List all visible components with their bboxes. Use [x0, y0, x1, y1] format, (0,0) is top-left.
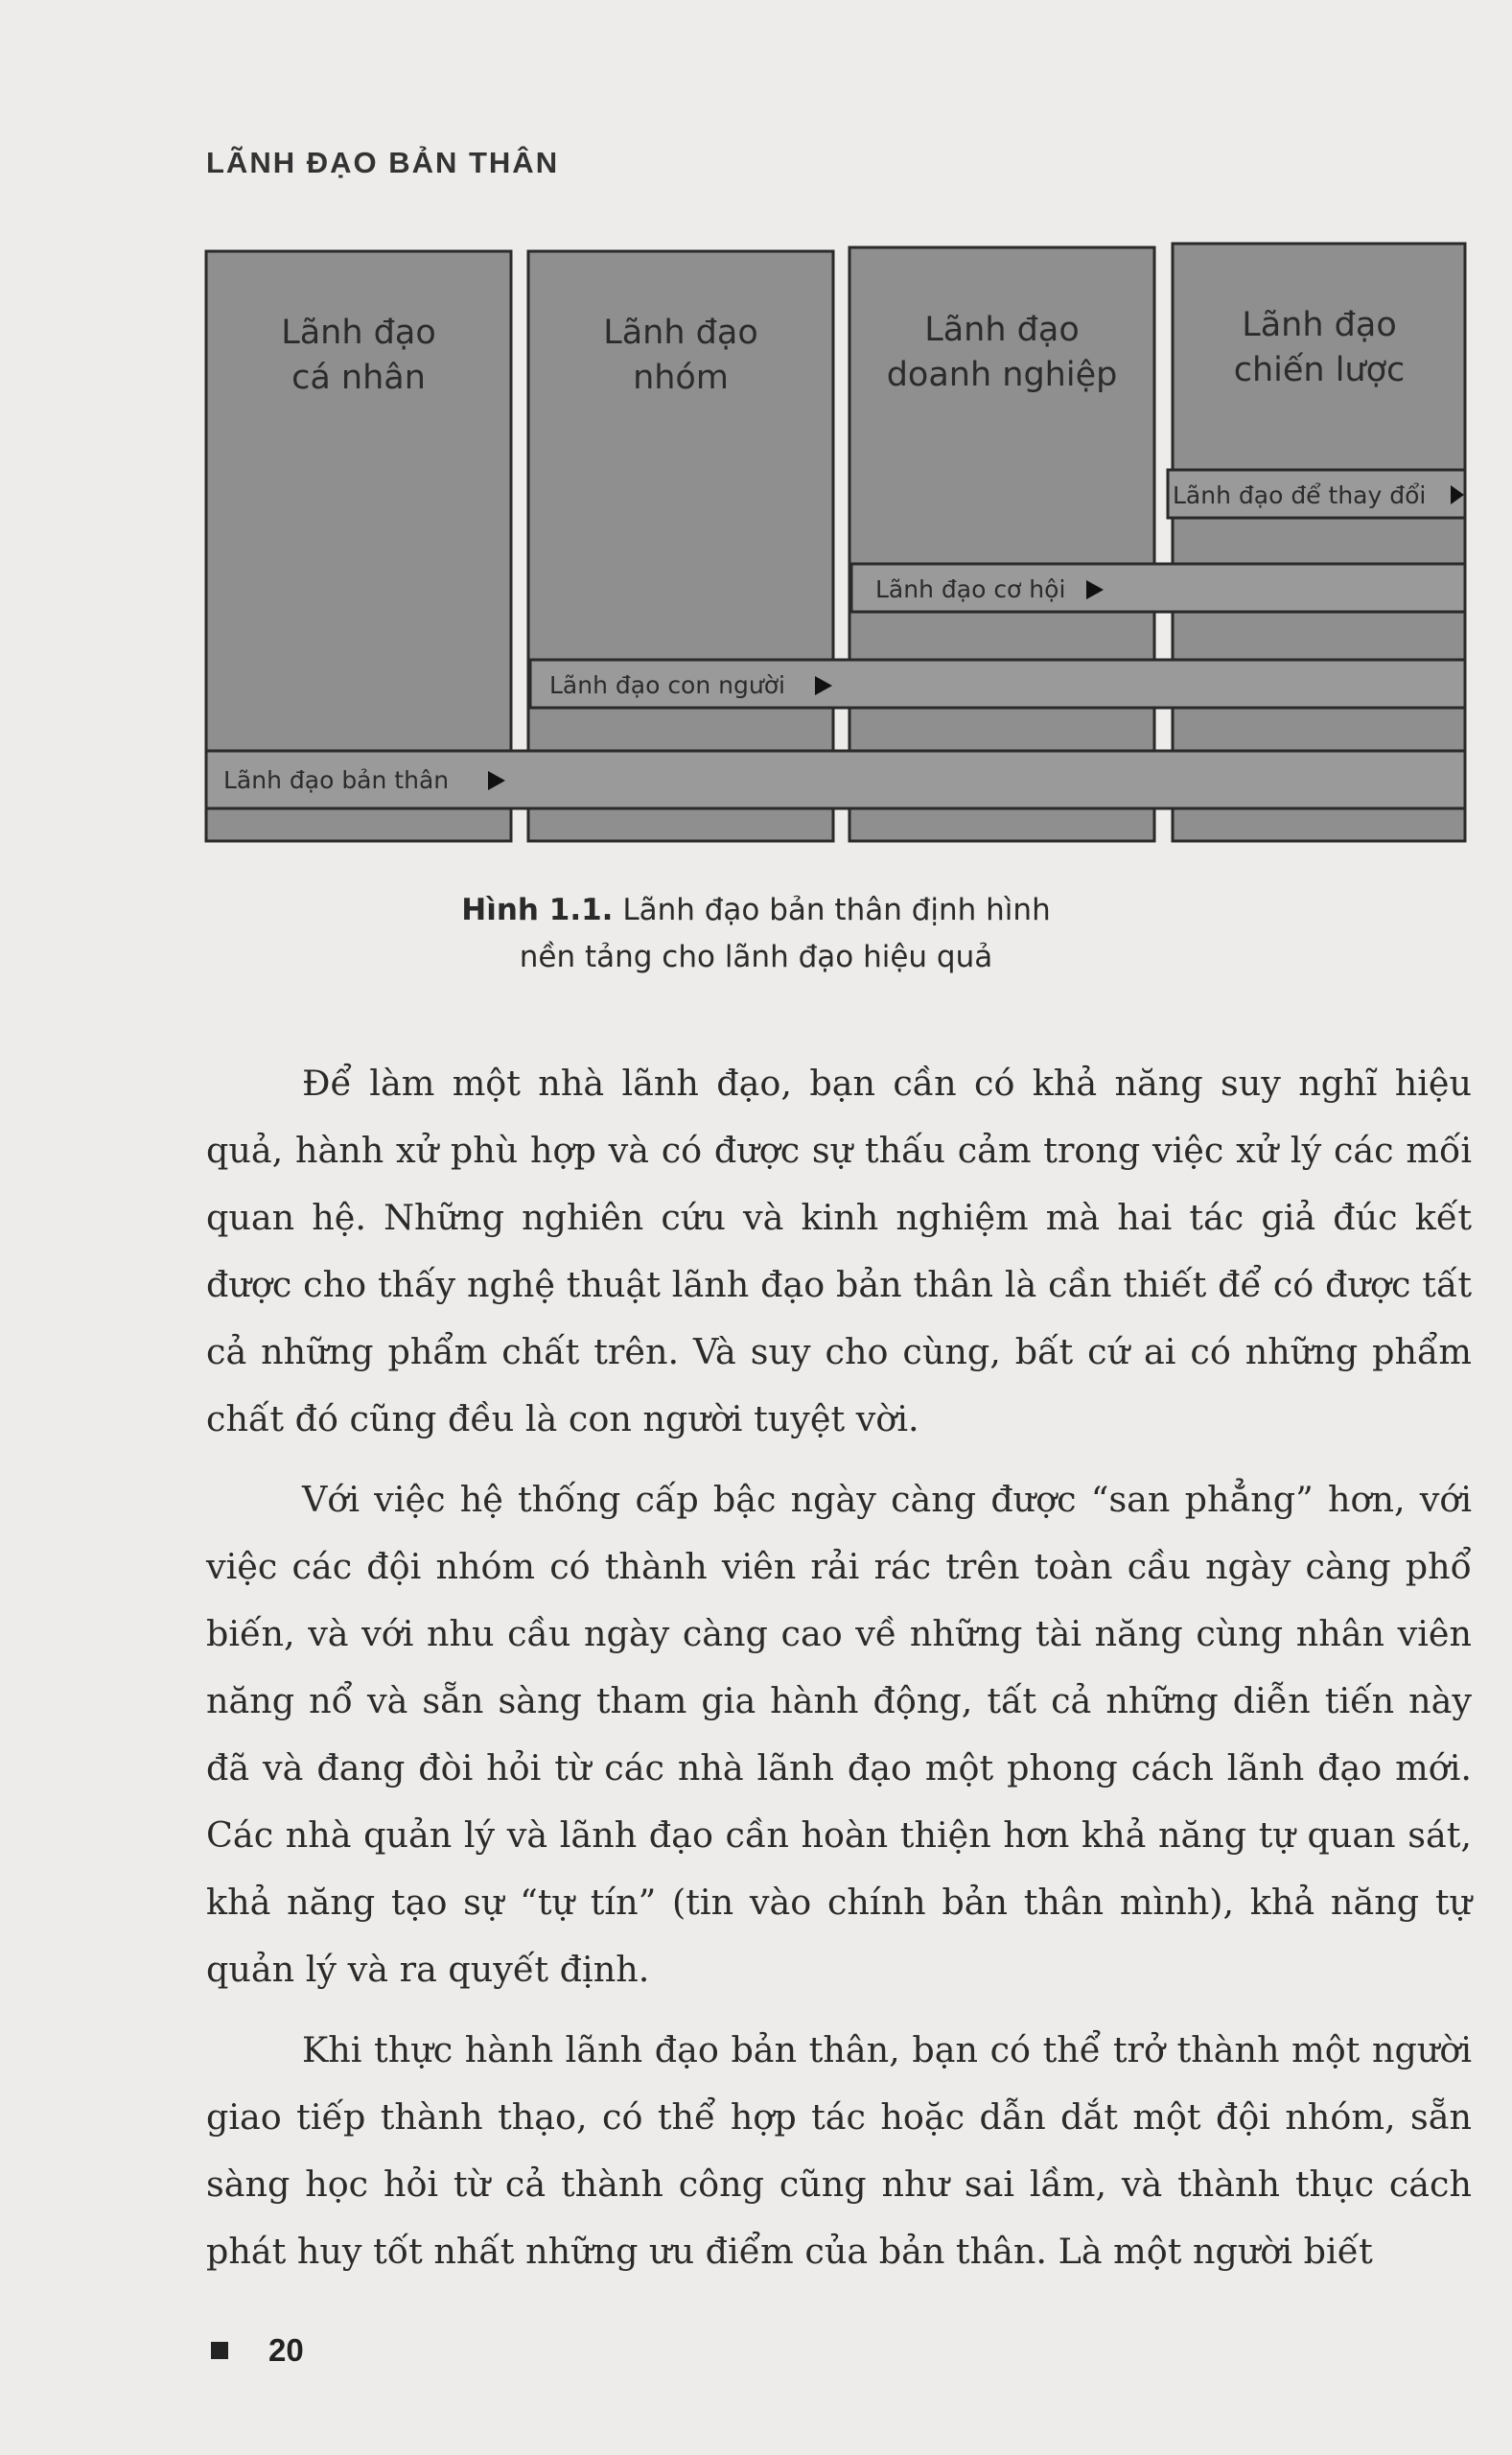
band-label-self: Lãnh đạo bản thân — [223, 766, 450, 794]
band-label-change: Lãnh đạo để thay đổi — [1173, 481, 1427, 509]
column-title-strategic-2: chiến lược — [1233, 351, 1406, 389]
paragraph: Để làm một nhà lãnh đạo, bạn cần có khả năng suy nghĩ hiệu quả, hành xử phù hợp và có được sự thấu cảm trong việc xử lý các mối quan hệ. Những nghiên cứu và kinh nghiệm mà hai tác giả đúc kết được cho thấy nghệ thuật lãnh đạo bản thân là cần thiết để có được tất cả những phẩm chất trên. Và suy cho cùng, bất cứ ai có những phẩm chất đó cũng đều là con người tuyệt vời. — [206, 1063, 1472, 1439]
page-number: 20 — [268, 2332, 304, 2368]
column-title-team-1: Lãnh đạo — [603, 314, 758, 352]
leadership-levels-figure — [204, 240, 1467, 853]
band-label-opportunity: Lãnh đạo cơ hội — [875, 575, 1066, 603]
running-header: LÃNH ĐẠO BẢN THÂN — [206, 146, 560, 179]
caption-label: Hình 1.1. — [461, 893, 614, 927]
square-bullet-icon — [211, 2342, 228, 2359]
column-title-personal-2: cá nhân — [291, 359, 426, 397]
page-footer — [211, 2332, 304, 2369]
caption-line-1 — [0, 887, 1512, 934]
paragraph: Khi thực hành lãnh đạo bản thân, bạn có thể trở thành một người giao tiếp thành thạo, có thể hợp tác hoặc dẫn dắt một đội nhóm, sẵn sàng học hỏi từ cả thành công cũng như sai lầm, và thành thục cách phát huy tốt nhất những ưu điểm của bản thân. Là một người biết — [206, 2029, 1472, 2272]
column-title-personal-1: Lãnh đạo — [281, 314, 436, 352]
column-title-team-2: nhóm — [633, 359, 729, 397]
body-text — [206, 1050, 1472, 2299]
column-title-business-1: Lãnh đạo — [924, 311, 1080, 349]
band-label-people: Lãnh đạo con người — [549, 671, 785, 699]
figure-caption — [0, 887, 1512, 981]
column-title-strategic-1: Lãnh đạo — [1242, 306, 1397, 344]
caption-text-1: Lãnh đạo bản thân định hình — [622, 893, 1051, 927]
caption-line-2: nền tảng cho lãnh đạo hiệu quả — [519, 940, 993, 974]
column-title-business-2: doanh nghiệp — [886, 356, 1118, 394]
paragraph: Với việc hệ thống cấp bậc ngày càng được “san phẳng” hơn, với việc các đội nhóm có thành viên rải rác trên toàn cầu ngày càng phổ biến, và với nhu cầu ngày càng cao về những tài năng cùng nhân viên năng nổ và sẵn sàng tham gia hành động, tất cả những diễn tiến này đã và đang đòi hỏi từ các nhà lãnh đạo một phong cách lãnh đạo mới. Các nhà quản lý và lãnh đạo cần hoàn thiện hơn khả năng tự quan sát, khả năng tạo sự “tự tín” (tin vào chính bản thân mình), khả năng tự quản lý và ra quyết định. — [206, 1479, 1472, 1990]
